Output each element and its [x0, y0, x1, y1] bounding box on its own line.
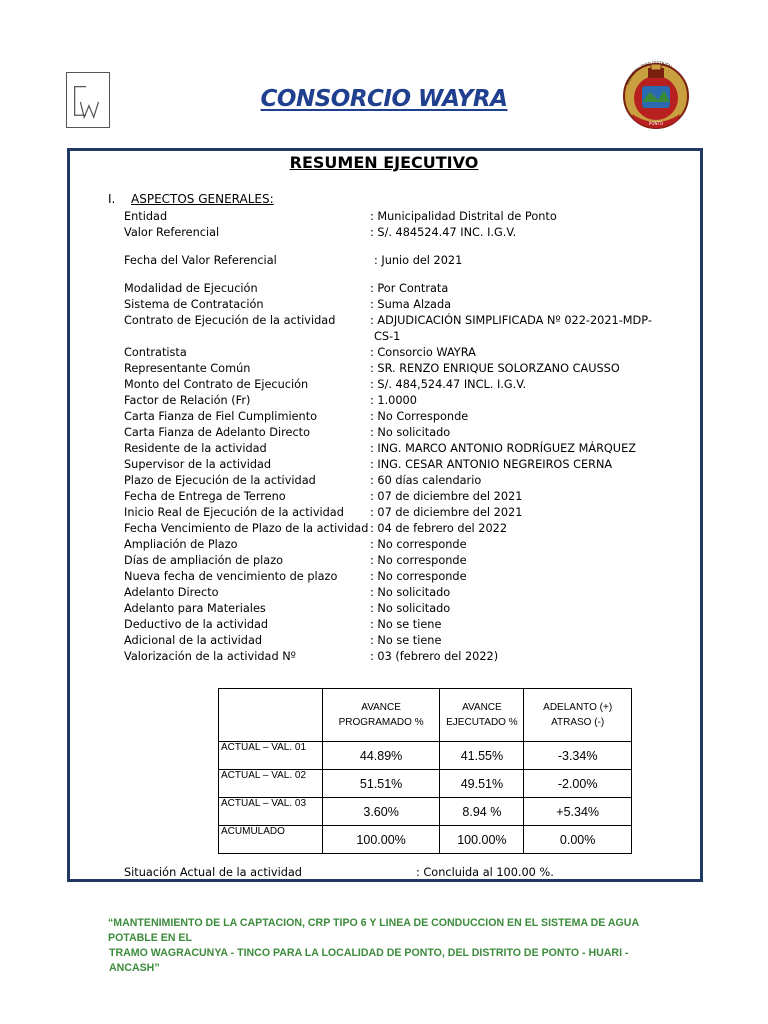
aspect-row — [124, 225, 684, 241]
progress-table — [218, 688, 632, 854]
aspect-label: Carta Fianza de Fiel Cumplimiento — [124, 410, 318, 423]
programado-cell: 100.00% — [322, 826, 440, 854]
ejecutado-cell: 8.94 % — [440, 798, 524, 826]
aspect-row — [124, 553, 684, 569]
aspect-row — [124, 569, 684, 585]
aspect-row — [124, 489, 684, 505]
ejecutado-cell: 41.55% — [440, 742, 524, 770]
company-name: CONSORCIO WAYRA — [260, 86, 508, 112]
aspect-label: Supervisor de la actividad — [124, 458, 272, 471]
current-status-label: Situación Actual de la actividad — [124, 866, 302, 879]
aspect-value: : ADJUDICACIÓN SIMPLIFICADA Nº 022-2021-MDP- — [370, 314, 652, 327]
header-adelanto-atraso: ADELANTO (+) ATRASO (-) — [524, 689, 632, 742]
project-footer — [108, 916, 668, 976]
aspect-value: : Consorcio WAYRA — [370, 346, 476, 359]
aspect-value: : No solicitado — [370, 426, 451, 439]
aspect-row — [124, 377, 684, 393]
aspect-row — [124, 617, 684, 633]
aspect-value: : 1.0000 — [370, 394, 417, 407]
aspect-label: Valorización de la actividad Nº — [124, 650, 296, 663]
aspect-value: : ING. CESAR ANTONIO NEGREIROS CERNA — [370, 458, 613, 471]
aspect-label: Fecha del Valor Referencial — [124, 254, 277, 267]
programado-cell: 3.60% — [322, 798, 440, 826]
header-ejecutado: AVANCE EJECUTADO % — [440, 689, 524, 742]
aspect-value: : S/. 484524.47 INC. I.G.V. — [370, 226, 517, 239]
aspect-row — [124, 633, 684, 649]
section-title: ASPECTOS GENERALES: — [131, 192, 274, 206]
aspect-value: : Por Contrata — [370, 282, 449, 295]
aspect-row — [124, 345, 684, 361]
aspect-value-continued: CS-1 — [374, 330, 401, 343]
aspect-value: : No se tiene — [370, 634, 442, 647]
aspect-label: Valor Referencial — [124, 226, 220, 239]
diferencia-cell: -3.34% — [524, 742, 632, 770]
aspect-row — [124, 585, 684, 601]
aspect-row — [124, 425, 684, 441]
aspect-row — [124, 457, 684, 473]
section-heading — [108, 192, 274, 206]
aspect-value: : No corresponde — [370, 554, 467, 567]
footer-line-2: TRAMO WAGRACUNYA - TINCO PARA LA LOCALIDAD DE PONTO, DEL DISTRITO DE PONTO - HUARI - ANCASH” — [109, 947, 629, 974]
current-status-value: : Concluida al 100.00 %. — [416, 866, 554, 879]
aspect-value: : 60 días calendario — [370, 474, 482, 487]
aspect-row — [124, 441, 684, 457]
aspect-row — [124, 601, 684, 617]
header-empty — [219, 689, 323, 742]
aspect-label: Nueva fecha de vencimiento de plazo — [124, 570, 338, 583]
aspect-label: Adelanto Directo — [124, 586, 219, 599]
document-title: RESUMEN EJECUTIVO — [289, 153, 479, 172]
aspect-row — [124, 505, 684, 521]
aspect-row — [124, 393, 684, 409]
diferencia-cell: 0.00% — [524, 826, 632, 854]
programado-cell: 44.89% — [322, 742, 440, 770]
row-label: ACTUAL – VAL. 02 — [219, 770, 323, 798]
ejecutado-cell: 49.51% — [440, 770, 524, 798]
aspect-label: Carta Fianza de Adelanto Directo — [124, 426, 310, 439]
aspect-row — [124, 313, 684, 343]
aspect-label: Residente de la actividad — [124, 442, 267, 455]
svg-text:PONTO: PONTO — [648, 121, 664, 126]
aspect-label: Modalidad de Ejecución — [124, 282, 258, 295]
aspect-label: Adicional de la actividad — [124, 634, 263, 647]
section-number: I. — [108, 192, 116, 206]
aspect-row — [124, 297, 684, 313]
aspect-value: : 07 de diciembre del 2021 — [370, 490, 523, 503]
programado-cell: 51.51% — [322, 770, 440, 798]
aspect-value: : S/. 484,524.47 INCL. I.G.V. — [370, 378, 527, 391]
aspect-value: : 07 de diciembre del 2021 — [370, 506, 523, 519]
progress-row — [219, 826, 632, 854]
aspect-label: Fecha de Entrega de Terreno — [124, 490, 286, 503]
aspect-row — [124, 209, 684, 225]
aspect-value: : 03 (febrero del 2022) — [370, 650, 499, 663]
aspect-value: : No solicitado — [370, 602, 451, 615]
aspect-label: Representante Común — [124, 362, 251, 375]
aspect-row — [124, 649, 684, 665]
aspect-value: : No corresponde — [370, 538, 467, 551]
aspect-value: : No se tiene — [370, 618, 442, 631]
aspect-row — [124, 409, 684, 425]
aspect-row — [124, 281, 684, 297]
row-label: ACTUAL – VAL. 03 — [219, 798, 323, 826]
aspect-value: : SR. RENZO ENRIQUE SOLORZANO CAUSSO — [370, 362, 620, 375]
progress-row — [219, 770, 632, 798]
aspect-row — [124, 473, 684, 489]
aspect-row — [124, 253, 684, 269]
aspect-label: Adelanto para Materiales — [124, 602, 266, 615]
diferencia-cell: -2.00% — [524, 770, 632, 798]
aspect-label: Entidad — [124, 210, 168, 223]
aspect-label: Fecha Vencimiento de Plazo de la actividad — [124, 522, 369, 535]
aspect-label: Contratista — [124, 346, 187, 359]
aspect-value: : No Corresponde — [370, 410, 469, 423]
aspect-label: Ampliación de Plazo — [124, 538, 238, 551]
aspect-value: : Suma Alzada — [370, 298, 452, 311]
aspect-label: Inicio Real de Ejecución de la actividad — [124, 506, 344, 519]
progress-table-header — [219, 689, 632, 742]
aspect-value: : No corresponde — [370, 570, 467, 583]
current-status — [124, 866, 684, 882]
aspect-value: : ING. MARCO ANTONIO RODRÍGUEZ MÁRQUEZ — [370, 442, 636, 455]
row-label: ACUMULADO — [219, 826, 323, 854]
ejecutado-cell: 100.00% — [440, 826, 524, 854]
diferencia-cell: +5.34% — [524, 798, 632, 826]
aspect-row — [124, 361, 684, 377]
svg-text:MUNICIPALIDAD DISTRITAL: MUNICIPALIDAD DISTRITAL — [625, 59, 674, 86]
aspect-label: Monto del Contrato de Ejecución — [124, 378, 309, 391]
aspect-row — [124, 537, 684, 553]
aspect-value: : No solicitado — [370, 586, 451, 599]
aspect-label: Factor de Relación (Fr) — [124, 394, 251, 407]
aspect-label: Días de ampliación de plazo — [124, 554, 284, 567]
aspect-label: Sistema de Contratación — [124, 298, 264, 311]
aspect-value: : Municipalidad Distrital de Ponto — [370, 210, 557, 223]
progress-row — [219, 798, 632, 826]
progress-row — [219, 742, 632, 770]
row-label: ACTUAL – VAL. 01 — [219, 742, 323, 770]
aspect-label: Plazo de Ejecución de la actividad — [124, 474, 316, 487]
footer-line-1: “MANTENIMIENTO DE LA CAPTACION, CRP TIPO 6 Y LINEA DE CONDUCCION EN EL SISTEMA DE AGUA POTABLE EN EL — [108, 917, 639, 944]
aspect-label: Deductivo de la actividad — [124, 618, 269, 631]
aspect-row — [124, 521, 684, 537]
header-programado: AVANCE PROGRAMADO % — [322, 689, 440, 742]
municipal-seal-icon — [618, 56, 694, 138]
aspect-value: : Junio del 2021 — [374, 254, 463, 267]
aspect-label: Contrato de Ejecución de la actividad — [124, 314, 336, 327]
aspect-value: : 04 de febrero del 2022 — [370, 522, 508, 535]
